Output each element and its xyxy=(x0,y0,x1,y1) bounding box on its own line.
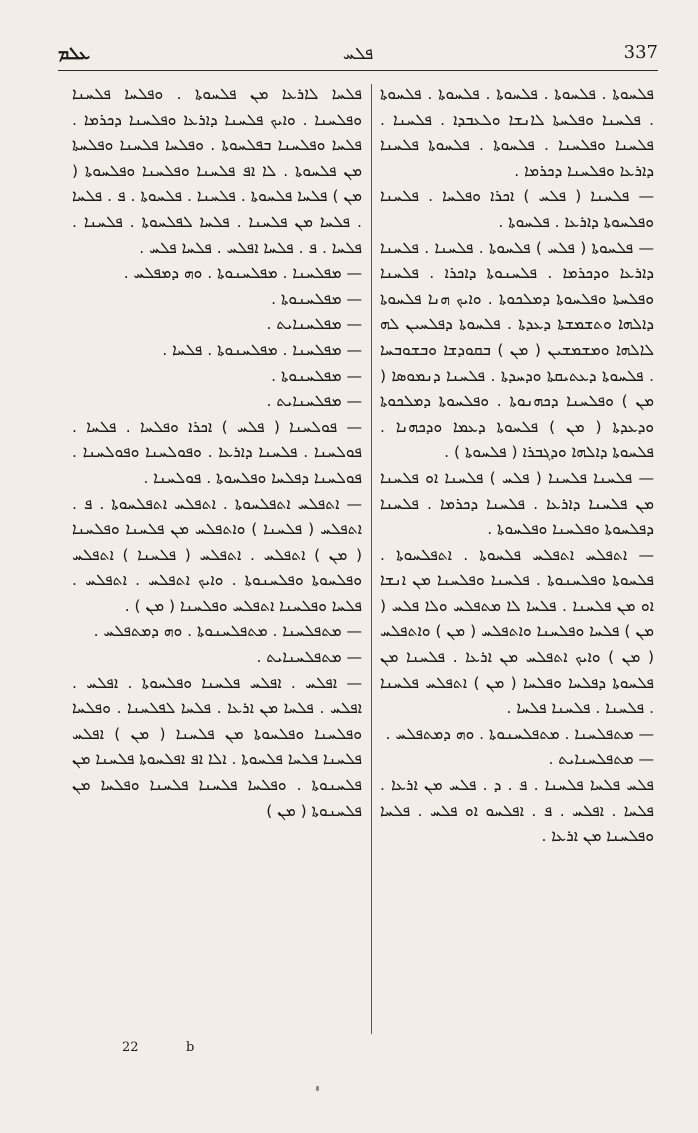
signature-letter: b xyxy=(186,1040,195,1055)
dictionary-entry: — ܦܠܚܢܐ ܦܠܚܢܐ ( ܦܠܚ ) ܦܠܚܢܐ ܐܘ ܦܠܚܢܐ ܡܢ ܦܠܚܢܐ ܕܐܪܥܐ . ܦܠܚܢܐ ܕܟܪܡܐ . ܦܠܚܢܐ ܕܦܠܚܘܬܐ ܘܦܠܚܢܐ ܘܦܠܚܘܬܐ . xyxy=(380,466,654,543)
header-rule xyxy=(58,70,658,71)
header-left-word: ܥܠܡ xyxy=(58,44,91,64)
dictionary-entry: — ܡܬܦܠܚܢܐܝܬ . xyxy=(72,645,362,671)
dictionary-entry: — ܡܦܠܚܢܘܬܐ . xyxy=(72,364,362,390)
dictionary-entry: — ܡܦܠܚܢܐ . ܡܦܠܚܢܘܬܐ . ܘܗ ܕܡܦܠܚ . xyxy=(72,261,362,287)
stray-mark xyxy=(316,1086,319,1091)
dictionary-entry: — ܡܦܠܚܢܐܝܬ . xyxy=(72,389,362,415)
signature-mark: 22 xyxy=(122,1040,139,1055)
dictionary-entry: ܦܠܚܐ ܠܐܪܥܐ ܡܢ ܦܠܚܘܬܐ . ܘܦܠܚܐ ܦܠܚܢܐ ܘܦܠܚܢܐ . ܘܐܝܟ ܦܠܚܢܐ ܕܐܪܥܐ ܘܦܠܚܢܐ ܕܟܪܡܐ . ܦܠܚܐ ܘܦܠܚܢܐ ܒܦܠܚܘܬܐ . ܘܦܠܚܐ ܦܠܚܢܐ ܘܦܠܚܬܐ ܡܢ ܦܠܚܘܬܐ . ܠܐ ܐܦ ܦܠܚܢܐ ܘܦܠܚܢܐ ܘܦܠܚܘܬܐ ( ܡܢ ) ܦܠܚܐ ܦܠܚܘܬܐ . ܦܠܚܢܐ . ܦܠܚܘܬܐ . ܦ . ܦܠܚܐ . ܦܠܚܐ ܡܢ ܦܠܚܢܐ . ܦܠܚܐ ܠܦܠܚܘܬܐ . ܦܠܚܢܐ . ܦܠܚܐ . ܦ . ܦܠܚܐ ܐܦܠܚ . ܦܠܚܐ ܦܠܚ . xyxy=(72,85,362,257)
running-header xyxy=(58,42,658,70)
right-column xyxy=(380,82,654,1042)
dictionary-entry: — ܡܦܠܚܢܘܬܐ . xyxy=(72,287,362,313)
dictionary-entry: — ܡܦܠܚܢܐ . ܡܦܠܚܢܘܬܐ . ܦܠܚܐ . xyxy=(72,338,362,364)
dictionary-entry: — ܦܘܠܚܢܐ ( ܦܠܚ ) ܐܟܪܐ ܘܦܠܚܐ . ܦܠܚܐ . ܦܘܠܚܢܐ . ܦܠܚܢܐ ܕܐܪܥܐ . ܘܦܘܠܚܢܐ ܘܦܘܠܚܢܐ . ܦܘܠܚܢܐ ܕܦܠܚܐ ܘܦܠܚܘܬܐ . ܦܘܠܚܢܐ . xyxy=(72,415,362,492)
dictionary-entry: — ܦܠܚܢܐ ( ܦܠܚ ) ܐܟܪܐ ܘܦܠܚܐ . ܦܠܚܢܐ ܘܦܠܚܘܬܐ ܕܐܪܥܐ . ܦܠܚܘܬܐ . xyxy=(380,184,654,235)
header-center-word: ܦܠܚ xyxy=(342,44,374,64)
dictionary-entry: ܦܠܚܘܬܐ . ܦܠܚܘܬܐ . ܦܠܚܘܬܐ . ܦܠܚܘܬܐ . ܦܠܚܘܬܐ . ܦܠܚܢܐ ܘܦܠܚܬܐ ܠܐܢܫܐ ܘܠܥܒܕܐ . ܦܠܚܢܐ . ܦܠܚܢܐ ܘܦܠܚܢܐ . ܦܠܚܘܬܐ . ܦܠܚܘܬܐ ܦܠܚܢܐ ܕܐܪܥܐ ܘܦܠܚܢܐ ܕܟܪܡܐ . xyxy=(380,85,654,180)
dictionary-entry: — ܦܠܚܘܬܐ ( ܦܠܚ ) ܦܠܚܘܬܐ . ܦܠܚܢܐ . ܦܠܚܢܐ ܕܐܪܥܐ ܘܕܟܪܡܐ . ܦܠܚܢܘܬܐ ܕܐܟܪܐ . ܦܠܚܢܐ ܘܦܠܚܬܐ ܘܦܠܚܘܬܐ ܕܡܠܟܘܬܐ . ܘܐܝܟ ܗܢܐ ܦܠܚܘܬܐ ܕܐܠܗܐ ܘܬܫܡܫܬܐ ܕܥܕܬܐ . ܦܠܚܘܬܐ ܕܦܠܚܝܢ ܠܗ ܠܐܠܗܐ ܘܡܫܡܫܝܢ ( ܡܢ ) ܒܩܘܕܫܐ ܘܒܫܘܒܚܐ . ܦܠܚܘܬܐ ܕܥܬܝܩܬܐ ܘܕܚܕܬܐ . ܦܠܚܢܐ ܕܢܡܘܣܐ ( ܡܢ ) ܘܦܠܚܢܐ ܕܟܗܢܘܬܐ . ܘܦܠܚܘܬܐ ܕܡܠܟܘܬܐ ܘܕܥܕܬܐ ( ܡܢ ) ܦܠܚܘܬܐ ܕܥܡܐ ܘܕܟܗܢܐ . ܦܠܚܘܬܐ ܕܐܠܗܐ ܘܕܓܒܪܐ ( ܦܠܚܘܬܐ ) . xyxy=(380,236,654,466)
dictionary-entry: — ܐܬܦܠܚ ܐܬܦܠܚܘܬܐ . ܐܬܦܠܚ ܐܬܦܠܚܘܬܐ . ܦ . ܐܬܦܠܚ ( ܦܠܚܢܐ ) ܘܐܬܦܠܚ ܡܢ ܦܠܚܢܐ ܘܦܠܚܢܐ ( ܡܢ ) ܐܬܦܠܚ . ܐܬܦܠܚ ( ܦܠܚܢܐ ) ܐܬܦܠܚ ܘܦܠܚܘܬܐ ܘܦܠܚܢܘܬܐ . ܘܐܝܟ ܐܬܦܠܚ . ܐܬܦܠܚ . ܦܠܚܐ ܘܦܠܚܢܐ ܐܬܦܠܚ ܘܦܠܚܢܐ ( ܡܢ ) . xyxy=(72,492,362,620)
footer xyxy=(0,1040,698,1060)
dictionary-entry: — ܡܬܦܠܚܢܐ . ܡܬܦܠܚܢܘܬܐ . ܘܗ ܕܡܬܦܠܚ . xyxy=(380,722,654,748)
column-divider xyxy=(371,84,372,1034)
page-number: 337 xyxy=(623,42,658,63)
dictionary-entry: ܦܠܚ ܦܠܚܐ ܦܠܚܢܐ . ܦ . ܕ . ܦܠܚ ܡܢ ܐܪܥܐ . ܦܠܚܐ . ܐܦܠܚ . ܦ . ܐܦܠܚܘ ܐܘ ܦܠܚ . ܦܠܚܐ ܘܦܠܚܢܐ ܡܢ ܐܪܥܐ . xyxy=(380,776,654,846)
dictionary-entry: — ܐܬܦܠܚ ܐܬܦܠܚ ܦܠܚܘܬܐ . ܐܬܦܠܚܘܬܐ . ܦܠܚܘܬܐ ܘܦܠܚܢܘܬܐ . ܦܠܚܢܐ ܘܦܠܚܢܐ ܡܢ ܐܢܫܐ ܐܘ ܡܢ ܦܠܚܢܐ . ܦܠܚܐ ܠܐ ܡܬܦܠܚ ܘܠܐ ܦܠܚ ( ܡܢ ) ܦܠܚܐ ܘܦܠܚܢܐ ܘܐܬܦܠܚ ( ܡܢ ) ܘܐܬܦܠܚ ( ܡܢ ) ܘܐܝܟ ܐܬܦܠܚ ܡܢ ܐܪܥܐ . ܦܠܚܢܐ ܡܢ ܦܠܚܘܬܐ ܕܦܠܚܐ ܘܦܠܚܐ ( ܡܢ ) ܐܬܦܠܚ ܦܠܚܢܐ . ܦܠܚܢܐ . ܦܠܚܢܐ ܦܠܚܐ . xyxy=(380,543,654,722)
left-column xyxy=(72,82,362,1042)
dictionary-entry: — ܡܦܠܚܢܐܝܬ . xyxy=(72,312,362,338)
dictionary-entry: — ܐܦܠܚ . ܐܦܠܚ ܦܠܚܢܐ ܘܦܠܚܘܬܐ . ܐܦܠܚ . ܐܦܠܚ . ܦܠܚܐ ܡܢ ܐܪܥܐ . ܦܠܚܐ ܠܦܠܚܢܐ . ܘܦܠܚܐ ܘܦܠܚܢܐ ܘܦܠܚܘܬܐ ܡܢ ܦܠܚܢܐ ( ܡܢ ) ܐܦܠܚ ܦܠܚܢܐ ܦܠܚܐ ܦܠܚܘܬܐ . ܐܠܐ ܐܦ ܐܦܠܚܘܬܐ ܦܠܚܢܐ ܡܢ ܦܠܚܢܘܬܐ . ܘܦܠܚܐ ܦܠܚܢܐ ܦܠܚܢܐ ܘܦܠܚܐ ܡܢ ܦܠܚܢܘܬܐ ( ܡܢ ) xyxy=(72,671,362,825)
dictionary-entry: — ܡܬܦܠܚܢܐ . ܡܬܦܠܚܢܘܬܐ . ܘܗ ܕܡܬܦܠܚ . xyxy=(72,619,362,645)
dictionary-entry: — ܡܬܦܠܚܢܐܝܬ . xyxy=(380,747,654,773)
